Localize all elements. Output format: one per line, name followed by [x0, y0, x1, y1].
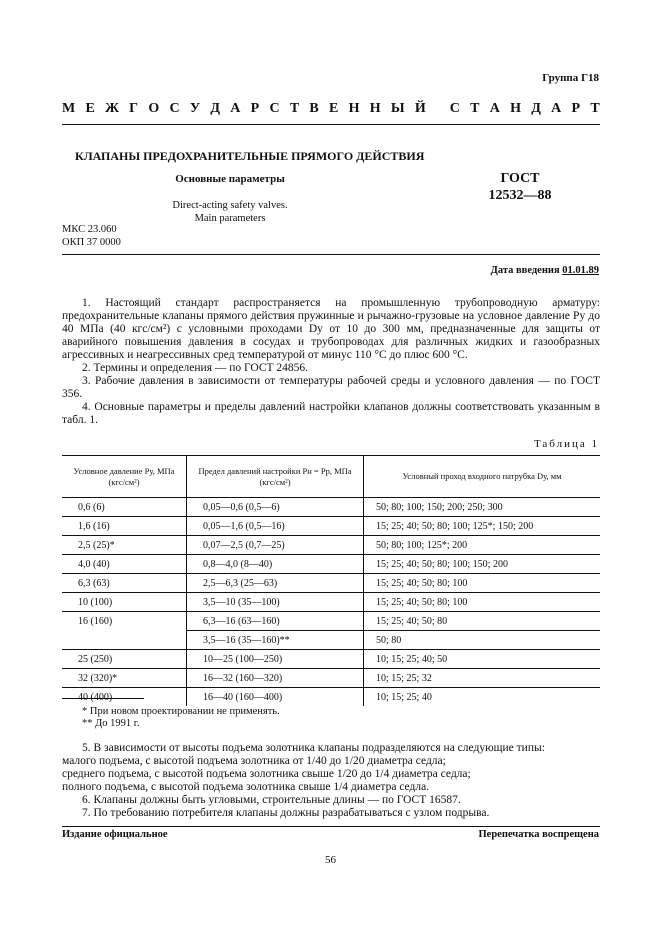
banner-letter: Н	[369, 101, 381, 116]
english-title-main: Direct-acting safety valves.	[172, 200, 288, 211]
paragraph-6: 6. Клапаны должны быть угловыми, строительные длины — по ГОСТ 16587.	[82, 794, 461, 806]
title-rule	[62, 254, 600, 255]
header-nominal-pressure: Условное давление Pу, МПа (кгс/см²)	[62, 456, 187, 498]
cell-nominal-pressure: 2,5 (25)*	[62, 536, 187, 555]
table-row	[62, 650, 600, 669]
table-row	[62, 593, 600, 612]
gost-number-block	[465, 170, 575, 204]
banner-letter: Т	[590, 101, 600, 116]
banner-letter: Р	[571, 101, 581, 116]
classification-codes	[62, 224, 121, 249]
table-caption: Таблица 1	[533, 438, 599, 450]
reprint-prohibited: Перепечатка воспрещена	[478, 829, 599, 840]
banner-letter: Н	[348, 101, 360, 116]
cell-setting-limit: 3,5—10 (35—100)	[187, 593, 364, 612]
banner-gap	[436, 101, 440, 117]
table-row	[62, 669, 600, 688]
table-header-row	[62, 456, 600, 498]
footnote-rule	[62, 698, 144, 699]
banner-letter: В	[309, 101, 319, 116]
parameters-table	[62, 455, 600, 706]
cell-nominal-pressure: 10 (100)	[62, 593, 187, 612]
paragraph-5: 5. В зависимости от высоты подъема золотника клапаны подразделяются на следующие типы:	[82, 742, 545, 754]
cell-setting-limit: 0,05—1,6 (0,5—16)	[187, 517, 364, 536]
english-title-sub: Main parameters	[194, 212, 266, 224]
cell-setting-limit: 6,3—16 (63—160)	[187, 612, 364, 631]
gost-number: 12532—88	[488, 188, 552, 203]
cell-nominal-diameter: 10; 15; 25; 40	[376, 691, 432, 703]
document-subtitle: Основные параметры	[175, 173, 285, 185]
body-text-1	[62, 297, 600, 427]
paragraph-5b: среднего подъема, с высотой подъема золотника свыше 1/20 до 1/4 диаметра седла;	[62, 768, 471, 780]
cell-nominal-pressure: 6,3 (63)	[62, 574, 187, 593]
banner-letter: Д	[531, 101, 541, 116]
banner-letter: Р	[250, 101, 260, 116]
cell-nominal-diameter: 15; 25; 40; 50; 80	[364, 612, 601, 631]
header-rule	[62, 124, 600, 125]
banner-letter: С	[169, 101, 180, 116]
footnotes	[82, 706, 280, 729]
cell-nominal-pressure: 4,0 (40)	[62, 555, 187, 574]
interstate-standard-banner	[62, 101, 600, 117]
cell-setting-limit: 3,5—16 (35—160)**	[187, 631, 364, 650]
header-setting-limit: Предел давлений настройки Pн = Pр, МПа (кгс/см²)	[187, 456, 364, 498]
official-edition: Издание официальное	[62, 829, 168, 840]
footnote-2: ** До 1991 г.	[82, 717, 140, 729]
cell-nominal-pressure: 1,6 (16)	[62, 517, 187, 536]
banner-letter: С	[269, 101, 280, 116]
cell-nominal-pressure: 16 (160)	[78, 615, 113, 627]
banner-letter: А	[230, 101, 241, 116]
banner-letter: Г	[129, 101, 139, 116]
cell-nominal-diameter: 50; 80; 100; 150; 200; 250; 300	[364, 498, 601, 517]
footer-rule	[62, 826, 600, 827]
banner-letter: О	[148, 101, 160, 116]
footnote-1: * При новом проектировании не применять.	[82, 706, 280, 717]
body-text-2	[62, 742, 600, 820]
cell-nominal-pressure	[62, 631, 187, 650]
paragraph-1: 1. Настоящий стандарт распространяется на промышленную трубопроводную арматуру: предохранительные клапаны прямого действия пружинные и рычажно-грузовые на условное давление Pу до 40 МПа (40 кгс/см²) с условными проходами Dу от 10 до 300 мм, предназначенные для защиты от аварийного повышения давления в сосудах и трубопроводах для различных жидких и газообразных агрессивных и неагрессивных сред температурой от минус 110 °С до плюс 600 °С.	[62, 297, 600, 361]
cell-setting-limit: 10—25 (100—250)	[187, 650, 364, 669]
header-nominal-diameter: Условный проход входного патрубка Dу, мм	[364, 456, 601, 498]
cell-setting-limit: 0,05—0,6 (0,5—6)	[187, 498, 364, 517]
paragraph-3: 3. Рабочие давления в зависимости от температуры рабочей среды и условного давления — по ГОСТ 356.	[62, 375, 600, 400]
paragraph-2: 2. Термины и определения — по ГОСТ 24856.	[82, 362, 309, 374]
cell-setting-limit: 0,8—4,0 (8—40)	[187, 555, 364, 574]
cell-nominal-diameter: 50; 80; 100; 125*; 200	[364, 536, 601, 555]
paragraph-5a: малого подъема, с высотой подъема золотника от 1/40 до 1/20 диаметра седла;	[62, 755, 446, 767]
cell-nominal-pressure: 25 (250)	[62, 650, 187, 669]
table-row	[62, 498, 600, 517]
table-row	[62, 555, 600, 574]
table-row	[62, 688, 600, 707]
document-title: КЛАПАНЫ ПРЕДОХРАНИТЕЛЬНЫЕ ПРЯМОГО ДЕЙСТВИЯ	[75, 149, 425, 163]
banner-letter: Е	[329, 101, 339, 116]
cell-nominal-diameter: 15; 25; 40; 50; 80; 100; 125*; 150; 200	[364, 517, 601, 536]
cell-nominal-diameter: 50; 80	[364, 631, 601, 650]
banner-letter: Т	[470, 101, 480, 116]
intro-date-value: 01.01.89	[562, 265, 599, 276]
cell-setting-limit: 16—32 (160—320)	[187, 669, 364, 688]
paragraph-4: 4. Основные параметры и пределы давлений настройки клапанов должны соответствовать указанным в табл. 1.	[62, 401, 600, 426]
banner-letter: Т	[289, 101, 300, 116]
paragraph-5c: полного подъема, с высотой подъема золотника свыше 1/4 диаметра седла.	[62, 781, 430, 793]
cell-nominal-diameter: 15; 25; 40; 50; 80; 100	[364, 593, 601, 612]
cell-nominal-pressure: 40 (400)	[78, 691, 113, 703]
banner-letter: А	[551, 101, 562, 116]
table-row	[62, 536, 600, 555]
cell-setting-limit: 0,07—2,5 (0,7—25)	[187, 536, 364, 555]
banner-letter: Д	[210, 101, 221, 116]
mks-code: МКС 23.060	[62, 224, 117, 235]
cell-nominal-diameter: 10; 15; 25; 40; 50	[364, 650, 601, 669]
banner-letter: Е	[85, 101, 95, 116]
banner-letter: У	[189, 101, 201, 116]
cell-nominal-diameter: 10; 15; 25; 32	[364, 669, 601, 688]
cell-setting-limit: 16—40 (160—400)	[187, 688, 364, 707]
page-number: 56	[325, 854, 336, 866]
table-row	[62, 631, 600, 650]
cell-nominal-pressure: 0,6 (6)	[62, 498, 187, 517]
introduction-date	[491, 265, 599, 276]
cell-nominal-diameter: 15; 25; 40; 50; 80; 100	[364, 574, 601, 593]
table-row	[62, 574, 600, 593]
banner-letter: Н	[510, 101, 522, 116]
gost-label: ГОСТ	[500, 171, 540, 186]
group-code: Группа Г18	[542, 72, 599, 84]
table-row	[62, 612, 600, 631]
paragraph-7: 7. По требованию потребителя клапаны должны разрабатываться с узлом подрыва.	[82, 807, 490, 819]
cell-nominal-pressure: 32 (320)*	[62, 669, 187, 688]
banner-letter: С	[449, 101, 460, 116]
okp-code: ОКП 37 0000	[62, 236, 121, 248]
banner-letter: Й	[414, 101, 426, 116]
banner-letter: Ы	[390, 101, 405, 116]
intro-date-label: Дата введения	[490, 265, 560, 276]
banner-letter: Ж	[105, 101, 119, 116]
banner-letter: М	[62, 101, 76, 116]
cell-setting-limit: 2,5—6,3 (25—63)	[187, 574, 364, 593]
table-row	[62, 517, 600, 536]
cell-nominal-diameter: 15; 25; 40; 50; 80; 100; 150; 200	[364, 555, 601, 574]
banner-letter: А	[489, 101, 500, 116]
english-title	[150, 200, 310, 225]
